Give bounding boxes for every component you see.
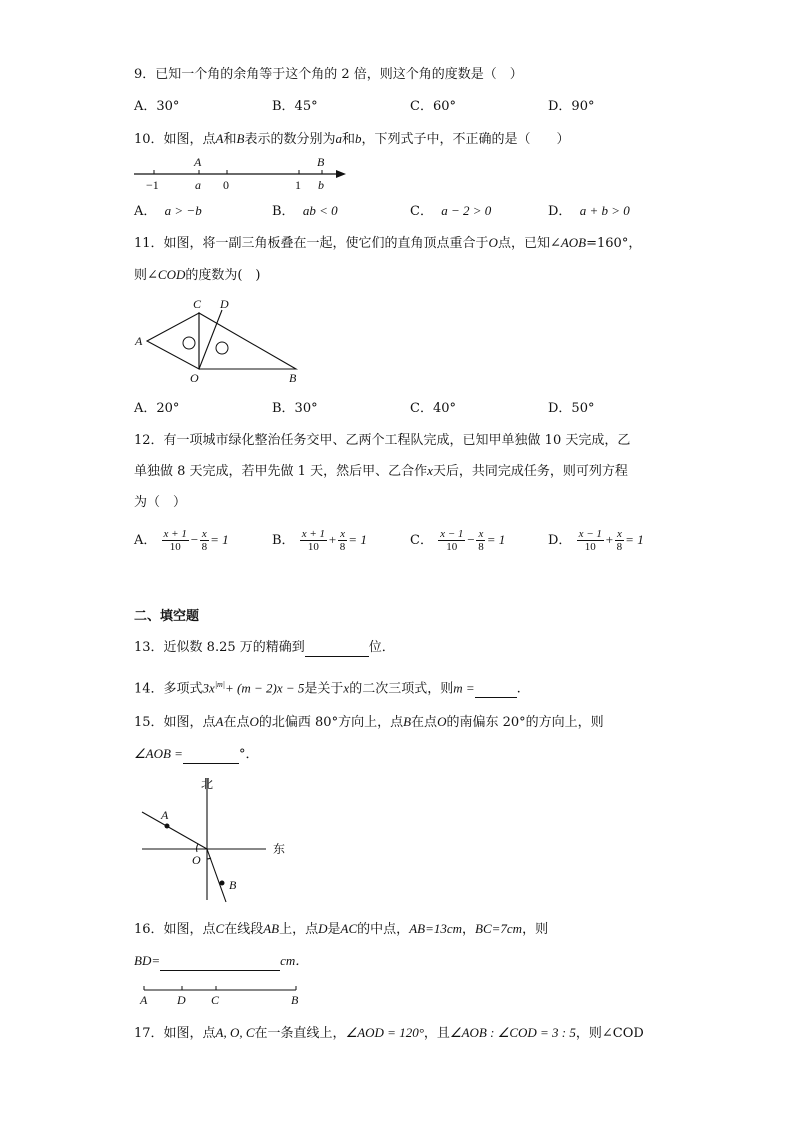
q9-option-b: B．45°	[272, 99, 318, 114]
q13-answer-blank[interactable]	[305, 642, 369, 657]
segment-figure	[134, 982, 314, 1008]
q12-stem-line3: 为（ ）	[134, 495, 187, 510]
tick-neg1: −1	[146, 178, 159, 192]
q12-stem-line1: 12．有一项城市绿化整治任务交甲、乙两个工程队完成，已知甲单独做 10 天完成，乙	[134, 433, 631, 448]
q12-option-d: D． $\frac{x - 1}{10}$ + $\frac{x}{8}$ = 1	[548, 528, 644, 553]
fig15-label-b: B	[229, 878, 237, 892]
q9-option-c: C．60°	[410, 99, 456, 114]
q11-option-c: C．40°	[410, 401, 456, 416]
q13-stem: 13．近似数 8.25 万的精确到 位．	[134, 640, 395, 655]
fig16-label-d: D	[177, 993, 186, 1007]
fig16-label-b: B	[291, 993, 299, 1007]
q12-option-c: C． $\frac{x - 1}{10}$ − $\frac{x}{8}$ = 1	[410, 528, 506, 553]
q17-stem: 17．如图，点A, O, C在一条直线上，∠AOD = 120°，且∠AOB : ∠COD = 3 : 5，则∠COD	[134, 1025, 644, 1041]
fig11-label-a: A	[135, 334, 143, 348]
q16-stem-line2: BD= cm．	[134, 952, 308, 971]
north-label: 北	[201, 777, 214, 791]
fig15-label-a: A	[161, 808, 169, 822]
q12-option-b: B． $\frac{x + 1}{10}$ + $\frac{x}{8}$ = 1	[272, 528, 367, 553]
q11-stem-line2: 则∠COD的度数为( )	[134, 267, 261, 283]
number-line-label-a-point: A	[194, 155, 202, 169]
q12-stem-line2: 单独做 8 天完成，若甲先做 1 天，然后甲、乙合作x天后，共同完成任务，则可列方程	[134, 463, 628, 479]
q15-stem-line2: ∠AOB = °．	[134, 746, 259, 762]
fig11-label-c: C	[193, 297, 202, 311]
number-line-label-b-point: B	[317, 155, 325, 169]
q15-answer-blank[interactable]	[183, 749, 239, 764]
q10-option-a: A． a > −b	[134, 203, 202, 219]
fig16-label-c: C	[211, 993, 220, 1007]
tick-b: b	[318, 178, 324, 192]
fig11-label-d: D	[220, 297, 229, 311]
east-label: 东	[273, 842, 286, 856]
q9-stem: 9．已知一个角的余角等于这个角的 2 倍，则这个角的度数是（ ）	[134, 67, 523, 82]
q10-option-d: D． a + b > 0	[548, 203, 630, 219]
triangle-plates-figure	[134, 296, 304, 388]
fig11-label-b: B	[289, 371, 297, 385]
q14-stem: 14．多项式$3x^{|m|}+ (m - 2)x - 5$是关于x的二次三项式，则m = .	[134, 680, 521, 697]
q10-option-b: B． ab < 0	[272, 203, 338, 219]
q10-stem: 10．如图，点A和B表示的数分别为a和b，下列式子中，不正确的是（ ）	[134, 131, 570, 147]
q10-option-c: C． a − 2 > 0	[410, 203, 492, 219]
q11-option-d: D．50°	[548, 401, 595, 416]
q9-option-a: A．30°	[134, 99, 180, 114]
q12-option-a: A． $\frac{x + 1}{10}$ − $\frac{x}{8}$ = 1	[134, 528, 229, 553]
q16-answer-blank[interactable]	[160, 956, 280, 971]
tick-1: 1	[295, 178, 301, 192]
q11-option-b: B．30°	[272, 401, 318, 416]
number-line-figure	[134, 152, 354, 194]
tick-0: 0	[223, 178, 229, 192]
q14-answer-blank[interactable]	[475, 683, 517, 698]
q15-stem-line1: 15．如图，点A在点O的北偏西 80°方向上，点B在点O的南偏东 20°的方向上，则	[134, 714, 604, 730]
fig16-label-a: A	[140, 993, 148, 1007]
q9-option-d: D．90°	[548, 99, 595, 114]
q16-stem-line1: 16．如图，点C在线段AB上，点D是AC的中点，AB=13cm，BC=7cm，则	[134, 921, 549, 937]
fig15-label-o: O	[192, 853, 201, 867]
fig11-label-o: O	[190, 371, 199, 385]
compass-figure	[140, 772, 300, 904]
tick-a: a	[195, 178, 201, 192]
q11-stem-line1: 11．如图，将一副三角板叠在一起，使它们的直角顶点重合于O点，已知∠AOB=160°，	[134, 235, 642, 251]
section-title: 二、填空题	[134, 609, 200, 624]
q11-option-a: A．20°	[134, 401, 180, 416]
